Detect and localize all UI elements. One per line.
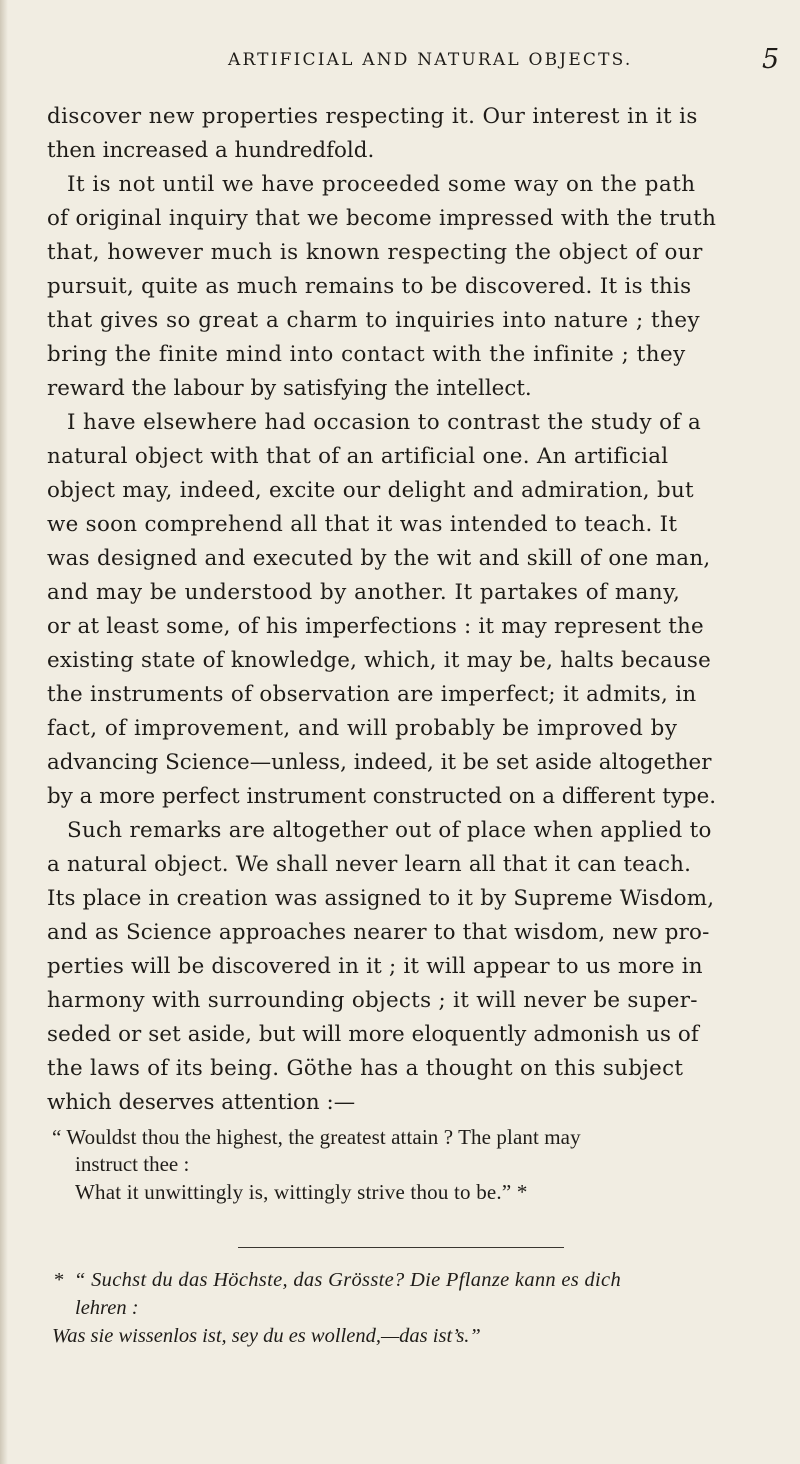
text-line: or at least some, of his imperfections : it may represent the: [47, 614, 704, 639]
footnote-line: Was sie wissenlos ist, sey du es wollend,—das ist’s.”: [52, 1325, 481, 1347]
text-line: seded or set aside, but will more eloquently admonish us of: [47, 1022, 699, 1047]
footnote-marker: *: [54, 1269, 65, 1291]
footnote-line: lehren :: [75, 1297, 139, 1319]
quote-line: instruct thee :: [75, 1152, 190, 1176]
text-line: then increased a hundredfold.: [47, 138, 375, 163]
quote-line: What it unwittingly is, wittingly strive thou to be.” *: [75, 1180, 528, 1204]
text-line: by a more perfect instrument constructed on a different type.: [47, 784, 717, 809]
text-line: perties will be discovered in it ; it will appear to us more in: [47, 954, 703, 979]
text-line: that gives so great a charm to inquiries into nature ; they: [47, 308, 701, 333]
running-head: [0, 44, 800, 84]
quote-line: “ Wouldst thou the highest, the greatest attain ? The plant may: [52, 1125, 581, 1149]
text-line: advancing Science—unless, indeed, it be set aside altogether: [47, 750, 712, 775]
text-line: It is not until we have proceeded some way on the path: [67, 172, 696, 197]
text-line: fact, of improvement, and will probably be improved by: [47, 716, 678, 741]
page-gutter-shadow: [0, 0, 8, 1464]
text-line: natural object with that of an artificial one. An artificial: [47, 444, 669, 469]
text-line: I have elsewhere had occasion to contrast the study of a: [67, 410, 702, 435]
text-line: a natural object. We shall never learn all that it can teach.: [47, 852, 692, 877]
footnote-line: “ Suchst du das Höchste, das Grösste? Die Pflanze kann es dich: [74, 1269, 621, 1291]
text-line: and may be understood by another. It partakes of many,: [47, 580, 681, 605]
text-line: reward the labour by satisfying the intellect.: [47, 376, 532, 401]
text-line: was designed and executed by the wit and skill of one man,: [47, 546, 711, 571]
text-line: which deserves attention :—: [47, 1090, 356, 1115]
text-line: discover new properties respecting it. Our interest in it is: [47, 104, 698, 129]
page-number: 5: [762, 44, 780, 75]
text-line: Such remarks are altogether out of place when applied to: [67, 818, 712, 843]
text-line: Its place in creation was assigned to it by Supreme Wisdom,: [47, 886, 715, 911]
footnote-rule: [238, 1247, 564, 1248]
text-line: the instruments of observation are imperfect; it admits, in: [47, 682, 697, 707]
text-line: bring the finite mind into contact with the infinite ; they: [47, 342, 686, 367]
text-line: we soon comprehend all that it was intended to teach. It: [47, 512, 678, 537]
text-line: pursuit, quite as much remains to be discovered. It is this: [47, 274, 692, 299]
text-line: existing state of knowledge, which, it may be, halts because: [47, 648, 711, 673]
text-line: harmony with surrounding objects ; it will never be super-: [47, 988, 698, 1013]
text-line: and as Science approaches nearer to that wisdom, new pro-: [47, 920, 710, 945]
running-title: ARTIFICIAL AND NATURAL OBJECTS.: [228, 50, 633, 70]
text-line: object may, indeed, excite our delight and admiration, but: [47, 478, 694, 503]
text-line: that, however much is known respecting the object of our: [47, 240, 703, 265]
text-line: the laws of its being. Göthe has a thought on this subject: [47, 1056, 684, 1081]
text-line: of original inquiry that we become impressed with the truth: [47, 206, 717, 231]
